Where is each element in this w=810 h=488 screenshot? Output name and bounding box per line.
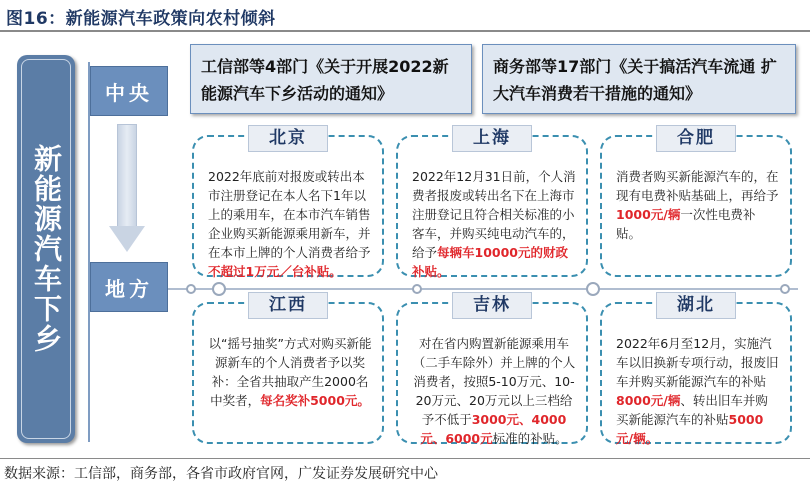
card-text: 标准的补贴。: [492, 431, 568, 446]
policy-card-beijing: [192, 128, 384, 279]
title-divider: [0, 30, 810, 32]
card-body-jiangxi: [208, 334, 372, 410]
policy-card-jilin: [396, 295, 588, 446]
card-body-hefei: [616, 167, 780, 243]
card-highlight: 5000元/辆。: [616, 412, 764, 446]
card-title-jilin: 吉林: [452, 292, 532, 319]
card-body-shanghai: [412, 167, 576, 281]
card-text: 、转出旧车并购买新能源汽车的补贴: [616, 393, 768, 427]
timeline-dot: [586, 282, 600, 296]
left-category-bar: [17, 55, 75, 443]
timeline-dot: [412, 284, 422, 294]
central-policy-miit: 工信部等4部门《关于开展2022新能源汽车下乡活动的通知》: [190, 44, 472, 114]
policy-card-hefei: [600, 128, 792, 277]
card-title-hefei: 合肥: [656, 125, 736, 152]
level-spine-line: [88, 62, 90, 442]
card-text: 2022年底前对报废或转出本市注册登记在本人名下1年以上的乘用车，在本市汽车销售企业购买新能源乘用新车，并在本市上牌的个人消费者给予: [208, 169, 371, 260]
data-source: 数据来源：工信部，商务部，各省市政府官网，广发证券发展研究中心: [4, 466, 438, 482]
card-text: 一次性电费补贴。: [616, 207, 756, 241]
card-text: 对在省内购置新能源乘用车（二手车除外）并上牌的个人消费者，按照5-10万元、10-20万元、20万元以上三档给予不低于: [412, 336, 576, 427]
card-highlight: 每名奖补5000元。: [260, 393, 370, 408]
card-highlight: 每辆车10000元的财政补贴。: [412, 245, 569, 279]
timeline-dot: [780, 284, 790, 294]
card-highlight: 8000元/辆: [616, 393, 681, 408]
card-body-hubei: [616, 334, 780, 448]
card-body-jilin: [412, 334, 576, 448]
level-local: 地方: [90, 262, 168, 312]
card-body-beijing: [208, 167, 372, 281]
down-arrow-icon: [109, 124, 145, 254]
level-central: 中央: [90, 66, 168, 116]
card-title-jiangxi: 江西: [248, 292, 328, 319]
policy-card-shanghai: [396, 128, 588, 279]
policy-card-jiangxi: [192, 295, 384, 444]
card-text: 消费者购买新能源汽车的，在现有电费补贴基础上，再给予: [616, 169, 779, 203]
source-divider: [0, 458, 810, 459]
timeline-line: [168, 288, 798, 290]
card-title-shanghai: 上海: [452, 125, 532, 152]
card-highlight: 1000元/辆: [616, 207, 681, 222]
timeline-dot: [212, 282, 226, 296]
card-text: 2022年6月至12月，实施汽车以旧换新专项行动，报废旧车并购买新能源汽车的补贴: [616, 336, 779, 389]
figure-title: 图16：新能源汽车政策向农村倾斜: [6, 9, 276, 29]
card-title-hubei: 湖北: [656, 292, 736, 319]
policy-card-hubei: [600, 295, 792, 446]
left-bar-label: 新能源汽车下乡: [30, 144, 63, 354]
card-highlight: 3000元、4000元、6000元: [420, 412, 567, 446]
card-text: 以“摇号抽奖”方式对购买新能源新车的个人消费者予以奖补：全省共抽取产生2000名中奖者，: [208, 336, 372, 408]
card-text: 2022年12月31日前，个人消费者报废或转出名下在上海市注册登记且符合相关标准的小客车，并购买纯电动汽车的，给予: [412, 169, 576, 260]
card-highlight: 不超过1万元／台补贴。: [208, 264, 342, 279]
timeline-dot: [186, 284, 196, 294]
down-arrow-shaft: [117, 124, 137, 228]
card-title-beijing: 北京: [248, 125, 328, 152]
central-policy-mofcom: 商务部等17部门《关于搞活汽车流通 扩大汽车消费若干措施的通知》: [482, 44, 796, 114]
down-arrow-head: [109, 226, 145, 252]
